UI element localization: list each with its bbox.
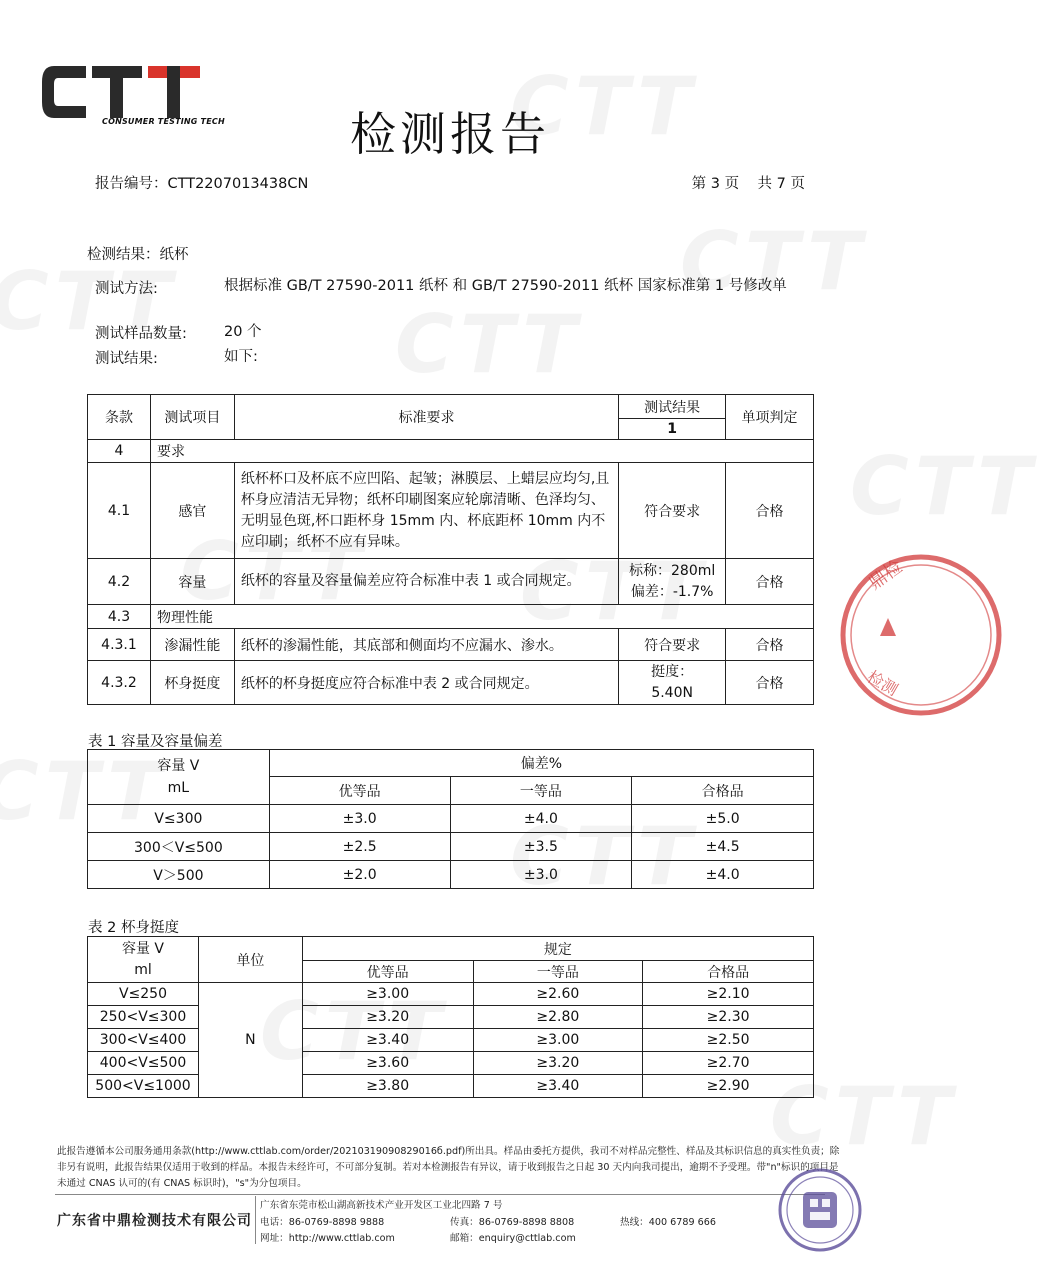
requirement-cell: 纸杯的渗漏性能，其底部和侧面均不应漏水、渗水。 xyxy=(234,629,618,661)
footer-divider xyxy=(55,1194,825,1195)
result-label: 测试结果: xyxy=(95,351,158,367)
red-stamp xyxy=(846,540,986,730)
value-cell: ±3.0 xyxy=(450,861,632,889)
stiffness-table xyxy=(87,936,814,1098)
range-cell: 400<V≤500 xyxy=(88,1052,199,1075)
deviation-header: 偏差% xyxy=(269,750,813,777)
company-address: 广东省东莞市松山湖高新技术产业开发区工业北四路 7 号 xyxy=(260,1200,503,1211)
capacity-header xyxy=(88,937,199,983)
result-value: 如下: xyxy=(224,349,258,365)
value-cell: ≥3.00 xyxy=(473,1029,643,1052)
result-cell xyxy=(619,661,726,705)
capacity-header-line1: 容量 V xyxy=(121,940,164,957)
value-cell: ±3.5 xyxy=(450,833,632,861)
unit-header: 单位 xyxy=(198,937,302,983)
company-email: 邮箱：enquiry@cttlab.com xyxy=(450,1233,576,1244)
value-cell: ≥3.40 xyxy=(302,1029,473,1052)
requirement-cell: 纸杯杯口及杯底不应凹陷、起皱；淋膜层、上蜡层应均匀,且杯身应清洁无异物；纸杯印刷图案应轮廓清晰、色泽均匀、无明显色斑,杯口距杯身 15mm 内、杯底距杯 10mm 内不应印刷；纸杯不应有异味。 xyxy=(234,463,618,559)
table-row xyxy=(88,661,814,705)
table-row xyxy=(88,833,814,861)
value-cell: ±4.0 xyxy=(450,805,632,833)
header-item: 测试项目 xyxy=(150,395,234,440)
value-cell: ±5.0 xyxy=(632,805,814,833)
svg-text:鼎检: 鼎检 xyxy=(864,556,907,595)
table-row xyxy=(88,983,814,1006)
grade-header: 合格品 xyxy=(643,961,814,983)
page-info: 第 3 页 共 7 页 xyxy=(691,176,805,192)
header-verdict: 单项判定 xyxy=(726,395,814,440)
svg-text:检测: 检测 xyxy=(864,667,902,700)
item-cell: 感官 xyxy=(150,463,234,559)
item-cell: 物理性能 xyxy=(150,605,813,629)
table-row xyxy=(88,861,814,889)
table-row xyxy=(88,1006,814,1029)
table-row xyxy=(88,1075,814,1098)
company-website: 网址：http://www.cttlab.com xyxy=(260,1233,395,1244)
grade-header: 一等品 xyxy=(450,777,632,805)
range-cell: V≤250 xyxy=(88,983,199,1006)
qty-label: 测试样品数量: xyxy=(95,326,187,342)
capacity-table xyxy=(87,749,814,889)
range-cell: V≤300 xyxy=(88,805,270,833)
value-cell: ≥2.50 xyxy=(643,1029,814,1052)
company-seal xyxy=(778,1168,862,1252)
report-title: 检测报告 xyxy=(350,107,550,161)
method-label: 测试方法: xyxy=(95,281,158,297)
header-result: 测试结果 xyxy=(619,395,726,419)
company-fax: 传真：86-0769-8898 8808 xyxy=(450,1217,575,1228)
stiffness-label: 挺度： xyxy=(651,663,694,680)
watermark xyxy=(395,298,583,391)
clause-cell: 4 xyxy=(88,440,151,463)
stiffness-value: 5.40N xyxy=(651,684,693,701)
capacity-header xyxy=(88,750,270,805)
footer-vertical-divider xyxy=(255,1196,256,1244)
deviation-value: 偏差：-1.7% xyxy=(630,583,714,600)
table-row xyxy=(88,605,814,629)
item-cell: 容量 xyxy=(150,559,234,605)
verdict-cell: 合格 xyxy=(726,661,814,705)
clause-cell: 4.3.2 xyxy=(88,661,151,705)
value-cell: ≥3.20 xyxy=(302,1006,473,1029)
table-row xyxy=(88,805,814,833)
range-cell: V＞500 xyxy=(88,861,270,889)
value-cell: ≥2.70 xyxy=(643,1052,814,1075)
grade-header: 优等品 xyxy=(302,961,473,983)
header-requirement: 标准要求 xyxy=(234,395,618,440)
header-result-no: 1 xyxy=(619,419,726,440)
grade-header: 合格品 xyxy=(632,777,814,805)
report-number: 报告编号：CTT2207013438CN xyxy=(95,176,309,192)
spec-header: 规定 xyxy=(302,937,813,961)
value-cell: ≥3.60 xyxy=(302,1052,473,1075)
table-row xyxy=(88,559,814,605)
result-cell: 符合要求 xyxy=(619,463,726,559)
value-cell: ≥2.80 xyxy=(473,1006,643,1029)
clause-cell: 4.3 xyxy=(88,605,151,629)
company-name: 广东省中鼎检测技术有限公司 xyxy=(57,1213,252,1229)
nominal-value: 标称：280ml xyxy=(629,562,716,579)
clause-cell: 4.2 xyxy=(88,559,151,605)
watermark xyxy=(850,440,1038,533)
capacity-header-line2: ml xyxy=(134,961,152,978)
qty-value: 20 个 xyxy=(224,324,262,340)
capacity-header-line1: 容量 V xyxy=(157,758,200,774)
range-cell: 250<V≤300 xyxy=(88,1006,199,1029)
range-cell: 300＜V≤500 xyxy=(88,833,270,861)
value-cell: ±2.0 xyxy=(269,861,450,889)
table2-caption: 表 2 杯身挺度 xyxy=(88,920,179,936)
range-cell: 300<V≤400 xyxy=(88,1029,199,1052)
value-cell: ≥3.20 xyxy=(473,1052,643,1075)
value-cell: ≥2.60 xyxy=(473,983,643,1006)
table1-caption: 表 1 容量及容量偏差 xyxy=(88,734,223,750)
section-title: 检测结果：纸杯 xyxy=(87,247,189,263)
method-value: 根据标准 GB/T 27590-2011 纸杯 和 GB/T 27590-2011 纸杯 国家标准第 1 号修改单 xyxy=(224,278,787,294)
value-cell: ±3.0 xyxy=(269,805,450,833)
clause-cell: 4.1 xyxy=(88,463,151,559)
value-cell: ±4.5 xyxy=(632,833,814,861)
requirement-cell: 纸杯的杯身挺度应符合标准中表 2 或合同规定。 xyxy=(234,661,618,705)
value-cell: ≥3.80 xyxy=(302,1075,473,1098)
capacity-header-line2: mL xyxy=(167,780,190,796)
requirement-cell: 纸杯的容量及容量偏差应符合标准中表 1 或合同规定。 xyxy=(234,559,618,605)
value-cell: ≥3.40 xyxy=(473,1075,643,1098)
company-hotline: 热线：400 6789 666 xyxy=(620,1217,716,1228)
table-row xyxy=(88,1029,814,1052)
grade-header: 优等品 xyxy=(269,777,450,805)
logo-subtitle: CONSUMER TESTING TECH xyxy=(102,117,225,126)
company-tel: 电话：86-0769-8898 9888 xyxy=(260,1217,385,1228)
item-cell: 渗漏性能 xyxy=(150,629,234,661)
value-cell: ≥2.30 xyxy=(643,1006,814,1029)
value-cell: ±4.0 xyxy=(632,861,814,889)
verdict-cell: 合格 xyxy=(726,463,814,559)
table-row xyxy=(88,1052,814,1075)
value-cell: ±2.5 xyxy=(269,833,450,861)
grade-header: 一等品 xyxy=(473,961,643,983)
item-cell: 要求 xyxy=(150,440,813,463)
main-table xyxy=(87,394,814,705)
table-row xyxy=(88,463,814,559)
range-cell: 500<V≤1000 xyxy=(88,1075,199,1098)
footer-note: 此报告遵循本公司服务通用条款(http://www.cttlab.com/order/20210319090829016б.pdf)所出具。样品由委托方提供，我司不对样品完整性、样品及其标识信息的真实性负责；除非另有说明，此报告结果仅适用于收到的样品。本报告未经许可，不可部分复制。若对本检测报告有异议，请于收到报告之日起 30 天内向我司提出，逾期不予受理。带"n"标识的项目是未通过 CNAS 认可的(有 CNAS 标识时)，"s"为分包项目。 xyxy=(57,1146,840,1189)
verdict-cell: 合格 xyxy=(726,559,814,605)
value-cell: ≥2.10 xyxy=(643,983,814,1006)
value-cell: ≥3.00 xyxy=(302,983,473,1006)
unit-cell: N xyxy=(198,983,302,1098)
verdict-cell: 合格 xyxy=(726,629,814,661)
result-cell: 符合要求 xyxy=(619,629,726,661)
table-row xyxy=(88,629,814,661)
item-cell: 杯身挺度 xyxy=(150,661,234,705)
clause-cell: 4.3.1 xyxy=(88,629,151,661)
header-clause: 条款 xyxy=(88,395,151,440)
value-cell: ≥2.90 xyxy=(643,1075,814,1098)
table-row xyxy=(88,440,814,463)
result-cell xyxy=(619,559,726,605)
